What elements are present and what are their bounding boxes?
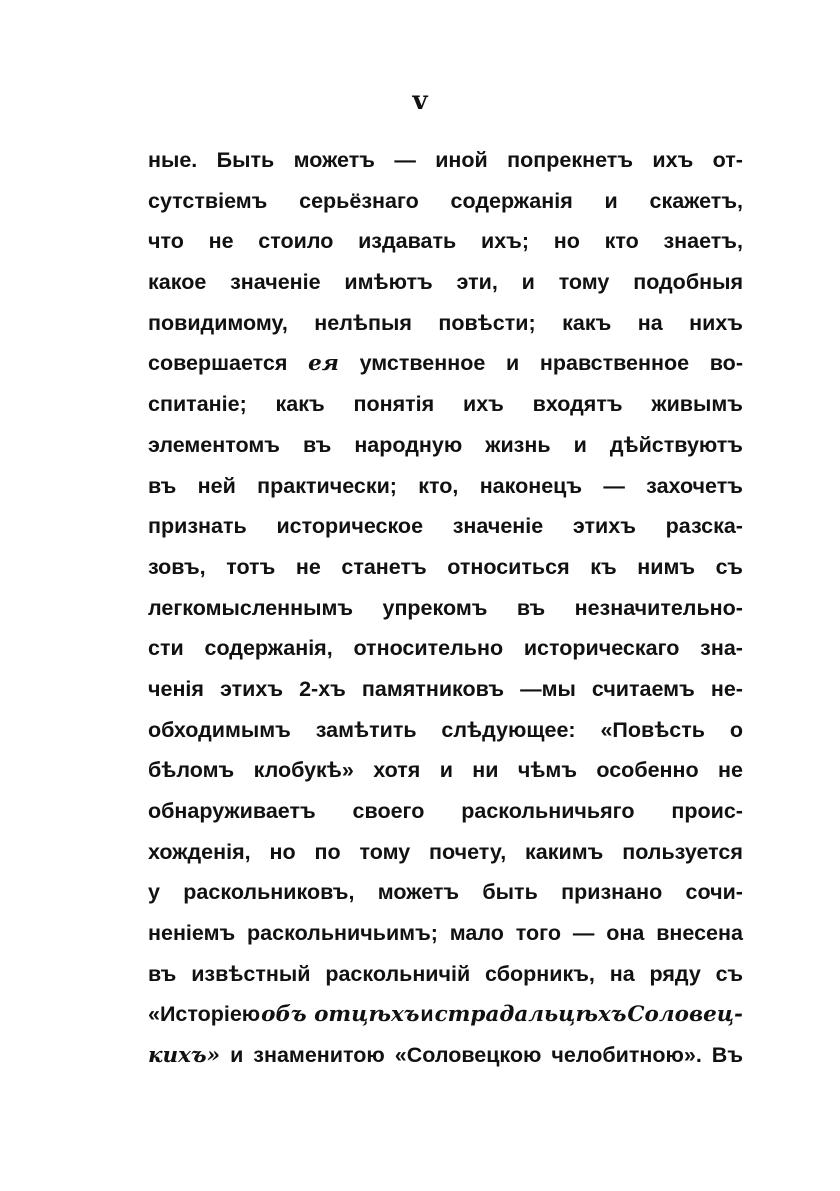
word: сочи- [685,880,743,905]
word: и [420,1002,434,1027]
word: не [718,758,743,783]
text-line [148,669,743,710]
word: раскольничій [325,961,471,986]
word: и [505,351,520,376]
text-line [148,425,743,466]
word: знаменитою [253,1043,385,1068]
text-line [148,262,743,303]
word: неніемъ [148,921,236,946]
word: кто, [418,473,459,498]
body-text [148,140,743,1076]
word: мало [449,921,504,946]
text-line [148,710,743,751]
word: признано [561,880,663,905]
word: обходимымъ [148,717,291,742]
word: и [573,432,587,457]
word: ея [308,351,339,377]
word: кто [604,229,639,254]
word: съ [715,554,743,579]
word: —мы [520,676,576,701]
word: тому [558,270,610,295]
word: понятія [353,392,435,417]
word: можетъ [293,148,375,172]
word: на [609,961,635,986]
word: этихъ [220,676,283,701]
word: повидимому, [148,310,288,335]
text-line [148,913,743,954]
word: бѣломъ [148,758,235,783]
word: ней [197,473,236,498]
word: слѣдующее: [441,717,576,742]
word: клобукѣ» [253,758,354,783]
word: — [603,473,625,498]
word: эти, [456,270,498,295]
word: какимъ [525,839,604,864]
word: серьёзнаго [299,188,419,213]
text-line [148,303,743,344]
word: содержанія, [204,636,333,661]
word: нелѣпыя [314,310,412,335]
word: раскольниковъ, [183,880,355,905]
word: дѣйствуютъ [609,432,743,457]
text-line [148,384,743,425]
text-line [148,954,743,995]
word: въ [148,961,177,986]
word: проис- [671,799,743,823]
word: хожденія, [148,839,251,864]
word: относиться [447,554,570,579]
word: извѣстный [191,961,311,986]
word: ни [472,758,499,783]
word: нихъ [689,310,743,335]
word: значеніе [230,270,321,295]
word: не [208,229,234,254]
text-line [148,140,743,181]
word: считаемъ [591,676,695,701]
word: кихъ» [148,1043,221,1069]
text-line [148,628,743,669]
word: — [572,921,595,946]
text-line [148,181,743,222]
word: въ [516,595,546,620]
word: ихъ; [480,229,529,254]
word: спитаніе; [148,392,247,417]
word: станетъ [341,554,427,579]
word: раскольничьяго [461,799,635,823]
word: и [230,1043,244,1068]
word: и [439,758,453,783]
word: по [314,839,341,864]
word: какъ [275,392,325,417]
word: памятниковъ [361,676,504,701]
word: у [148,880,160,905]
word: но [269,839,296,864]
word: въ [148,473,177,498]
word: издавать [358,229,457,254]
text-line [148,221,743,262]
word: жизнь [485,432,551,457]
word: имѣютъ [344,270,433,295]
word: что [148,229,184,254]
word: историческаго [523,636,680,661]
word: во- [709,351,743,376]
text-line [148,791,743,832]
word: зна- [700,636,743,661]
word: «Соловецкою [394,1043,542,1068]
page-number: v [412,86,428,116]
word: от- [712,148,743,172]
word: къ [590,554,617,579]
word: своего [352,799,425,823]
text-line [148,1035,743,1076]
word: сти [148,636,184,661]
word: ихъ [462,392,504,417]
word: — [394,148,416,172]
word: тому [359,839,411,864]
word: знаетъ, [663,229,743,254]
text-line [148,466,743,507]
word: легкомысленнымъ [148,595,354,620]
word: «Исторіею [148,1002,261,1027]
word: замѣтить [315,717,417,742]
word: объ отцѣхъ [261,1002,420,1028]
word: попрекнетъ [507,148,633,172]
word: входятъ [532,392,623,417]
text-line [148,547,743,588]
word: пользуется [622,839,743,864]
word: живымъ [651,392,743,417]
word: практически; [257,473,397,498]
word: съ [715,961,743,986]
word: захочетъ [646,473,743,498]
text-line [148,832,743,873]
word: челобитною». [551,1043,702,1068]
word: повѣсти; [438,310,536,335]
word: ченія [148,676,204,701]
word: обнаруживаетъ [148,799,316,823]
word: упрекомъ [382,595,488,620]
word: зовъ, [148,554,206,579]
word: иной [435,148,488,172]
word: разска- [665,514,743,539]
word: почету, [429,839,507,864]
word: относительно [353,636,504,661]
word: совершается [148,351,288,376]
word: 2-хъ [299,676,346,701]
word: ные. [148,148,198,172]
word: на [637,310,663,335]
word: этихъ [572,514,636,539]
word: стоило [258,229,334,254]
word: не [295,554,321,579]
word: въ [302,432,332,457]
word: незначительно- [574,595,743,620]
word: и [604,188,618,213]
text-line [148,588,743,629]
text-line [148,872,743,913]
word: какъ [562,310,612,335]
word: чѣмъ [517,758,578,783]
word: страдальцѣхъ [434,1002,627,1028]
word: того [515,921,561,946]
text-line [148,750,743,791]
word: она [606,921,645,946]
text-line [148,343,743,384]
word: и [521,270,535,295]
word: элементомъ [148,432,280,457]
word: умственное [359,351,486,376]
word: признать [148,514,247,539]
word: скажетъ, [649,188,743,213]
word: не- [710,676,743,701]
word: значеніе [452,514,544,539]
word: хотя [373,758,421,783]
word: раскольничьимъ; [247,921,438,946]
word: Въ [711,1043,743,1068]
word: внесена [656,921,743,946]
text-line [148,506,743,547]
word: тотъ [226,554,276,579]
word: но [553,229,580,254]
word: народную [354,432,463,457]
word: Быть [216,148,275,172]
word: историческое [276,514,424,539]
word: можетъ [377,880,460,905]
word: какое [148,270,207,295]
word: Соловец- [627,1002,743,1028]
word: подобныя [633,270,743,295]
word: сборникъ, [485,961,595,986]
word: особенно [596,758,699,783]
word: нимъ [637,554,696,579]
word: нравственное [539,351,690,376]
word: быть [482,880,538,905]
word: содержанія [450,188,573,213]
word: «Повѣсть [600,717,706,742]
word: ряду [649,961,701,986]
word: сутствіемъ [148,188,268,213]
word: наконецъ [479,473,583,498]
word: о [729,717,743,742]
word: ихъ [652,148,694,172]
text-line [148,994,743,1035]
